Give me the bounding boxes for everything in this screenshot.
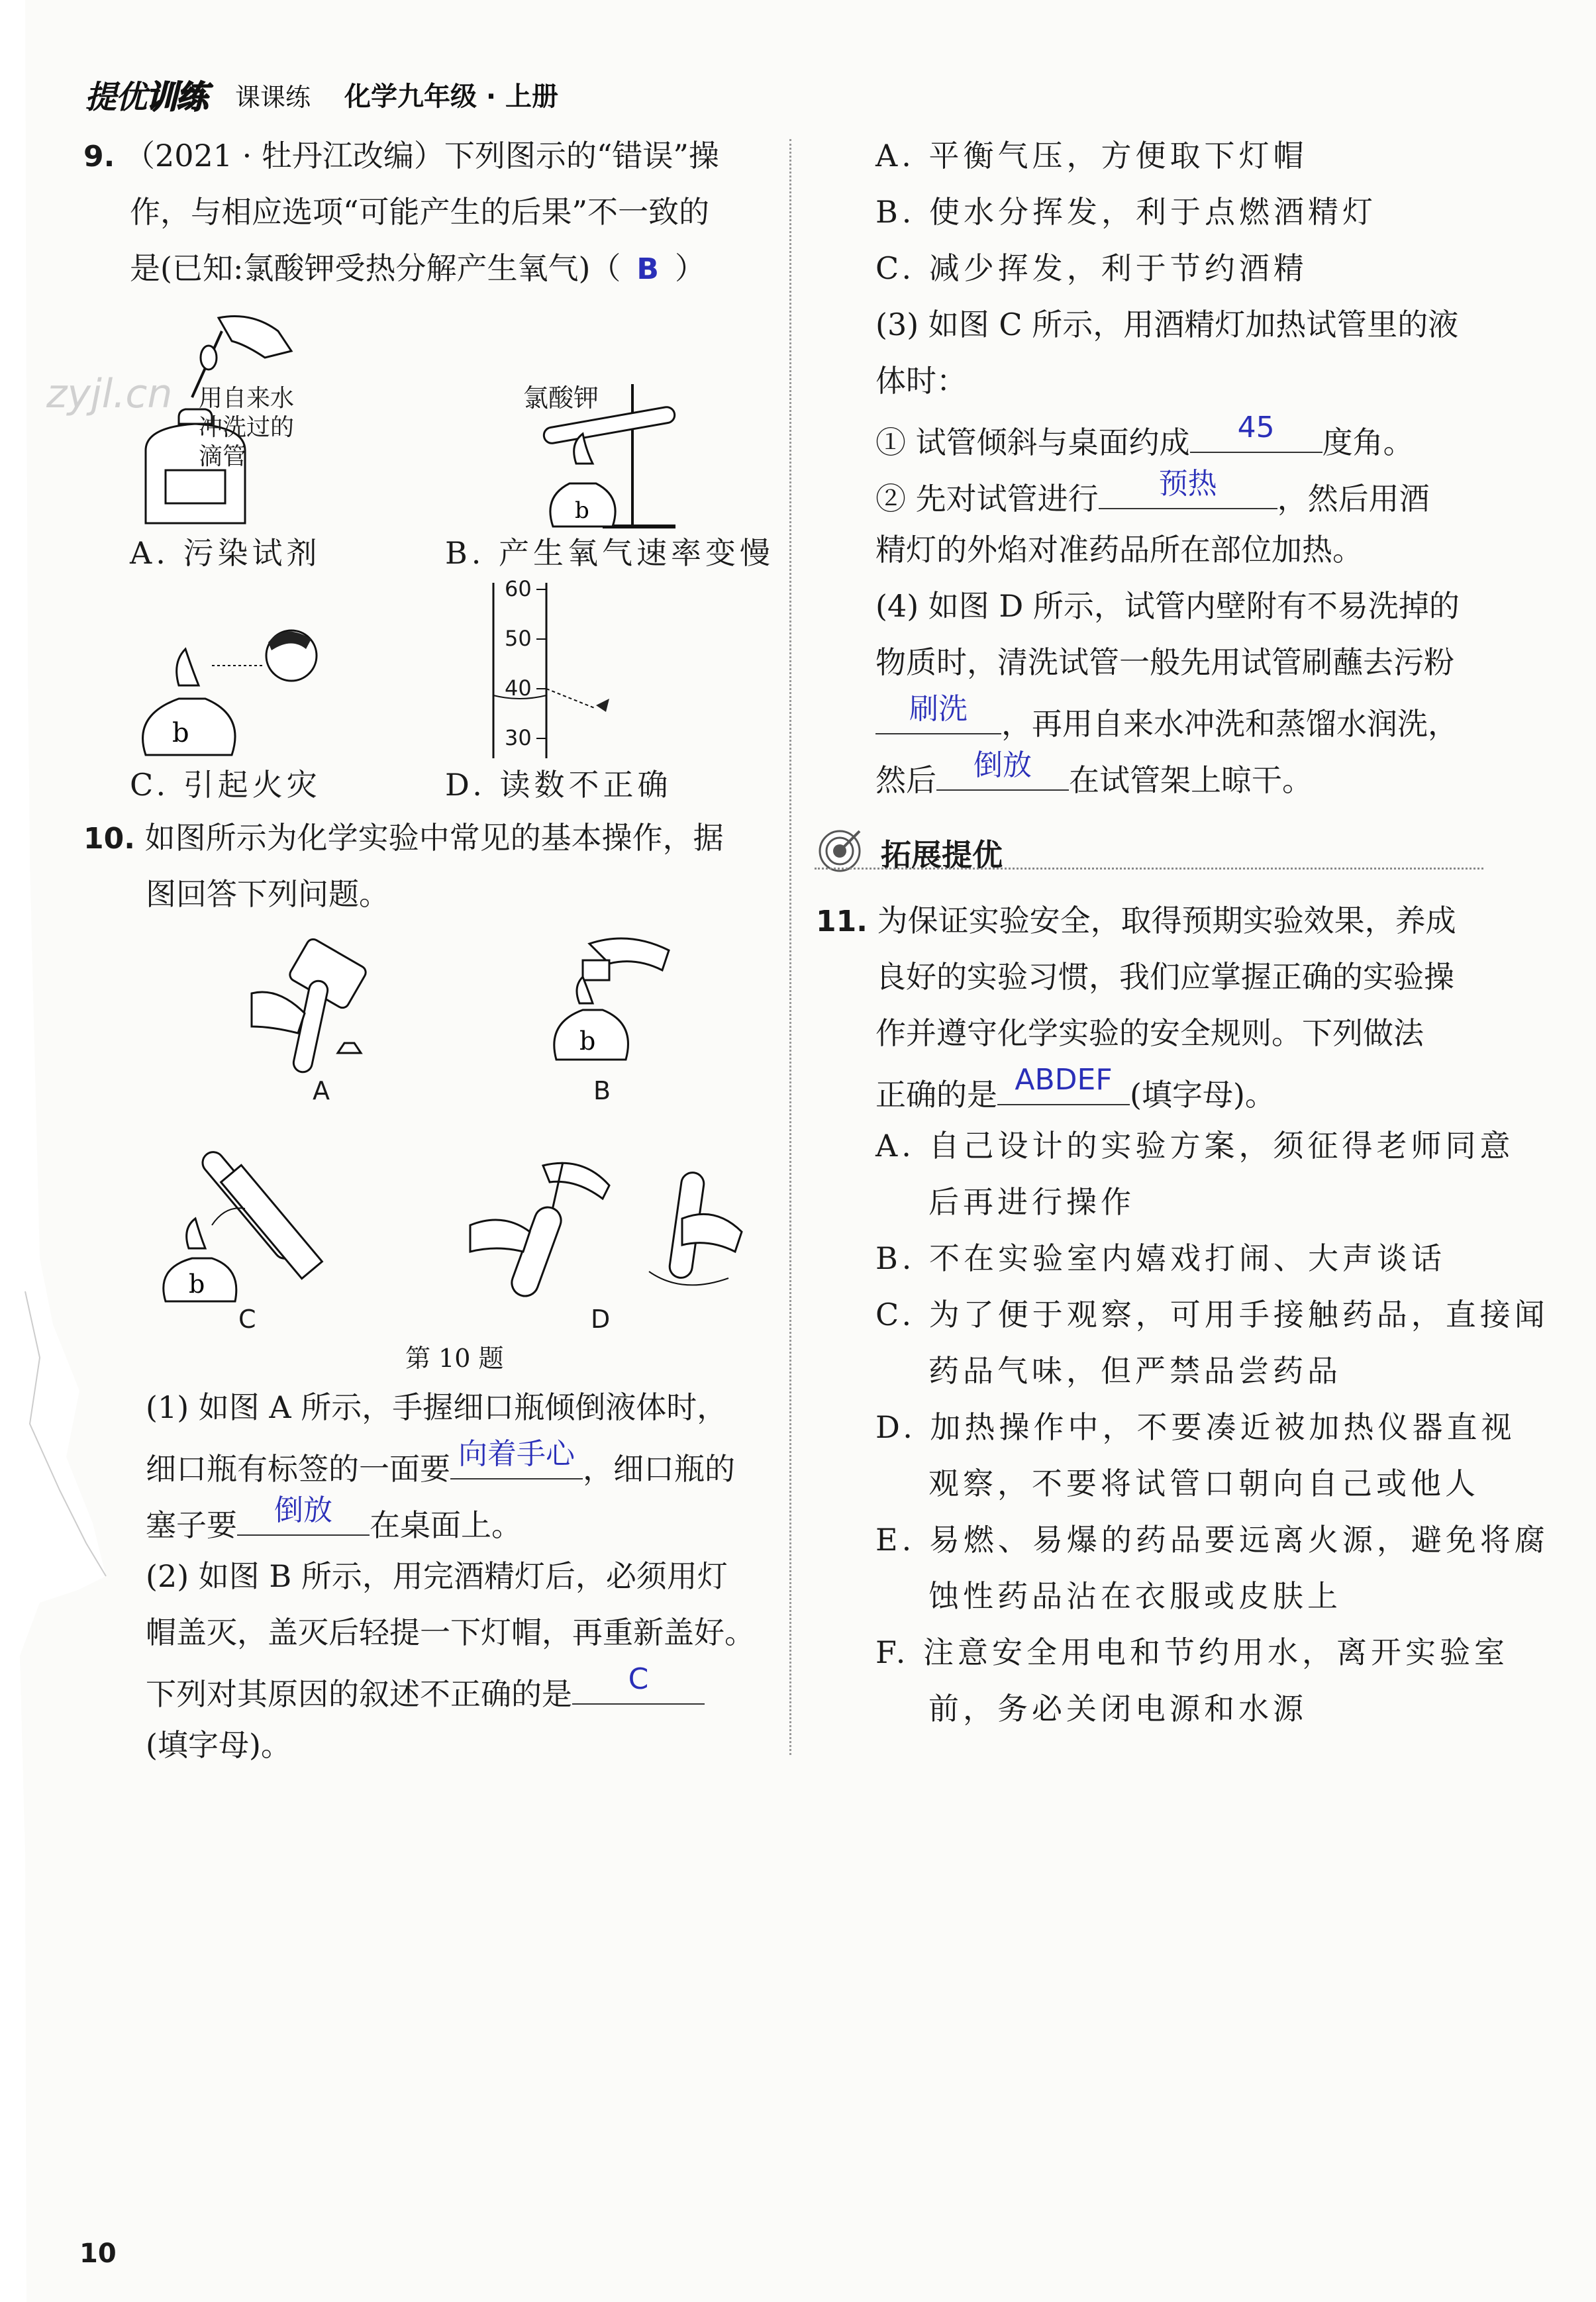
q10-p4-answer1: 刷洗 xyxy=(909,692,968,726)
q11-line3: 作并遵守化学实验的安全规则。下列做法 xyxy=(875,1015,1424,1051)
q9-figure-c xyxy=(132,623,318,762)
q10-p3-line2: 体时： xyxy=(875,363,967,399)
q9-line3: 是(已知:氯酸钾受热分解产生氧气)（ B ） xyxy=(130,250,705,286)
q9-option-b: B. 产生氧气速率变慢 xyxy=(445,535,775,571)
q10-p2-option-b: B. 使水分挥发，利于点燃酒精灯 xyxy=(875,194,1377,230)
q10-figure-b xyxy=(536,930,682,1063)
q10-p4-answer2: 倒放 xyxy=(973,748,1032,782)
q10-p1-line2: 细口瓶有标签的一面要 向着手心 ，细口瓶的 xyxy=(146,1444,735,1489)
q10-fig-label-b: B xyxy=(593,1076,611,1105)
q10-line2: 图回答下列问题。 xyxy=(146,876,389,912)
q10-p3-item2: ② 先对试管进行 预热 ，然后用酒 xyxy=(875,474,1430,519)
book-title: 化学九年级 · 上册 xyxy=(344,81,559,112)
q11-option-b: B. 不在实验室内嬉戏打闹、大声谈话 xyxy=(875,1240,1446,1276)
q9-option-a: A. 污染试剂 xyxy=(130,535,321,571)
q10-number: 10. xyxy=(83,822,135,856)
q10-p4-line3: 刷洗 ，再用自来水冲洗和蒸馏水润洗， xyxy=(875,699,1458,744)
series-name: 课课练 xyxy=(235,83,311,112)
q11-line2: 良好的实验习惯，我们应掌握正确的实验操 xyxy=(875,959,1454,995)
q10-p1-line1: (1) 如图 A 所示，手握细口瓶倾倒液体时， xyxy=(146,1389,728,1425)
brand-main: 提优 xyxy=(85,79,146,116)
brand-logo xyxy=(85,72,207,117)
q9-figure-b xyxy=(517,371,715,530)
q11-option-e-line1: E. 易燃、易爆的药品要远离火源，避免将腐 xyxy=(875,1522,1549,1558)
q10-p2-line4: (填字母)。 xyxy=(146,1727,291,1763)
section-rule xyxy=(815,868,1483,870)
q10-p4-line1: (4) 如图 D 所示，试管内壁附有不易洗掉的 xyxy=(875,588,1460,624)
q10-p2-line2: 帽盖灭，盖灭后轻提一下灯帽，再重新盖好。 xyxy=(146,1615,755,1650)
q10-p1-line3: 塞子要 倒放 在桌面上。 xyxy=(146,1500,522,1545)
q10-p2-option-a: A. 平衡气压，方便取下灯帽 xyxy=(875,138,1308,174)
section-title: 拓展提优 xyxy=(881,837,1003,873)
q10-fig-label-c: C xyxy=(238,1305,256,1334)
q9-answer: B xyxy=(636,252,659,286)
q10-p2-answer: C xyxy=(628,1662,649,1696)
q10-fig-label-d: D xyxy=(591,1305,611,1334)
q11-option-f-line2: 前，务必关闭电源和水源 xyxy=(928,1691,1307,1726)
q10-line1: 10. 如图所示为化学实验中常见的基本操作，据 xyxy=(83,820,724,856)
q11-option-e-line2: 蚀性药品沾在衣服或皮肤上 xyxy=(928,1578,1342,1614)
q9-line2: 作，与相应选项“可能产生的后果”不一致的 xyxy=(130,194,710,230)
q10-p3-answer1: 45 xyxy=(1237,411,1275,444)
q9-scale-50: 50 xyxy=(505,626,532,651)
q11-number: 11. xyxy=(816,905,868,938)
svg-text:b: b xyxy=(579,1026,596,1056)
q10-p2-line3: 下列对其原因的叙述不正确的是 C xyxy=(146,1669,705,1714)
q10-p4-line4: 然后 倒放 在试管架上晾干。 xyxy=(875,755,1313,800)
brand-sub: 训练 xyxy=(146,79,207,116)
q11-option-f-line1: F. 注意安全用电和节约用水，离开实验室 xyxy=(875,1634,1509,1670)
q9-scale-40: 40 xyxy=(505,676,532,701)
q11-option-a-line2: 后再进行操作 xyxy=(928,1184,1135,1220)
q10-p3-line1: (3) 如图 C 所示，用酒精灯加热试管里的液 xyxy=(875,307,1459,342)
q10-p2-line1: (2) 如图 B 所示，用完酒精灯后，必须用灯 xyxy=(146,1558,728,1594)
q10-p3-answer2: 预热 xyxy=(1158,467,1217,501)
page-number: 10 xyxy=(79,2238,117,2269)
q9-scale-30: 30 xyxy=(505,725,532,750)
svg-text:b: b xyxy=(189,1270,205,1299)
q11-option-d-line1: D. 加热操作中，不要凑近被加热仪器直视 xyxy=(875,1409,1516,1445)
q11-option-c-line1: C. 为了便于观察，可用手接触药品，直接闻 xyxy=(875,1297,1549,1332)
q10-p1-answer1: 向着手心 xyxy=(458,1437,575,1471)
q10-figure-caption: 第 10 题 xyxy=(405,1344,504,1373)
q9-line1: 9. （2021 · 牡丹江改编）下列图示的“错误”操 xyxy=(83,138,719,174)
q11-option-c-line2: 药品气味，但严禁品尝药品 xyxy=(928,1353,1342,1389)
q11-line4: 正确的是 ABDEF (填字母)。 xyxy=(875,1070,1275,1115)
q9-scale-60: 60 xyxy=(505,576,532,601)
column-divider xyxy=(789,139,791,1755)
q9-fig-a-label: 用自来水 冲洗过的 滴管 xyxy=(199,385,295,470)
q9-fig-b-label: 氯酸钾 xyxy=(523,383,599,413)
q10-p1-answer2: 倒放 xyxy=(274,1493,332,1527)
svg-text:b: b xyxy=(172,718,189,748)
svg-text:b: b xyxy=(575,497,589,524)
q11-option-d-line2: 观察，不要将试管口朝向自己或他人 xyxy=(928,1466,1479,1501)
q11-line1: 11. 为保证实验安全，取得预期实验效果，养成 xyxy=(816,903,1456,938)
q10-figure-d xyxy=(464,1152,762,1298)
q9-option-c: C. 引起火灾 xyxy=(130,767,321,803)
q9-option-d: D. 读数不正确 xyxy=(445,767,672,803)
q10-figure-a xyxy=(238,927,411,1079)
q10-p4-line2: 物质时，清洗试管一般先用试管刷蘸去污粉 xyxy=(875,644,1454,680)
q10-figure-c xyxy=(159,1132,344,1305)
q9-number: 9. xyxy=(83,140,115,174)
q10-fig-label-a: A xyxy=(313,1076,330,1105)
watermark: zyjl.cn xyxy=(46,371,173,417)
q10-p3-item3: 精灯的外焰对准药品所在部位加热。 xyxy=(875,532,1363,568)
q10-p2-option-c: C. 减少挥发，利于节约酒精 xyxy=(875,250,1308,286)
q11-option-a-line1: A. 自己设计的实验方案，须征得老师同意 xyxy=(875,1128,1515,1164)
q10-p3-item1: ① 试管倾斜与桌面约成 45 度角。 xyxy=(875,417,1414,462)
q11-answer: ABDEF xyxy=(1015,1063,1113,1097)
